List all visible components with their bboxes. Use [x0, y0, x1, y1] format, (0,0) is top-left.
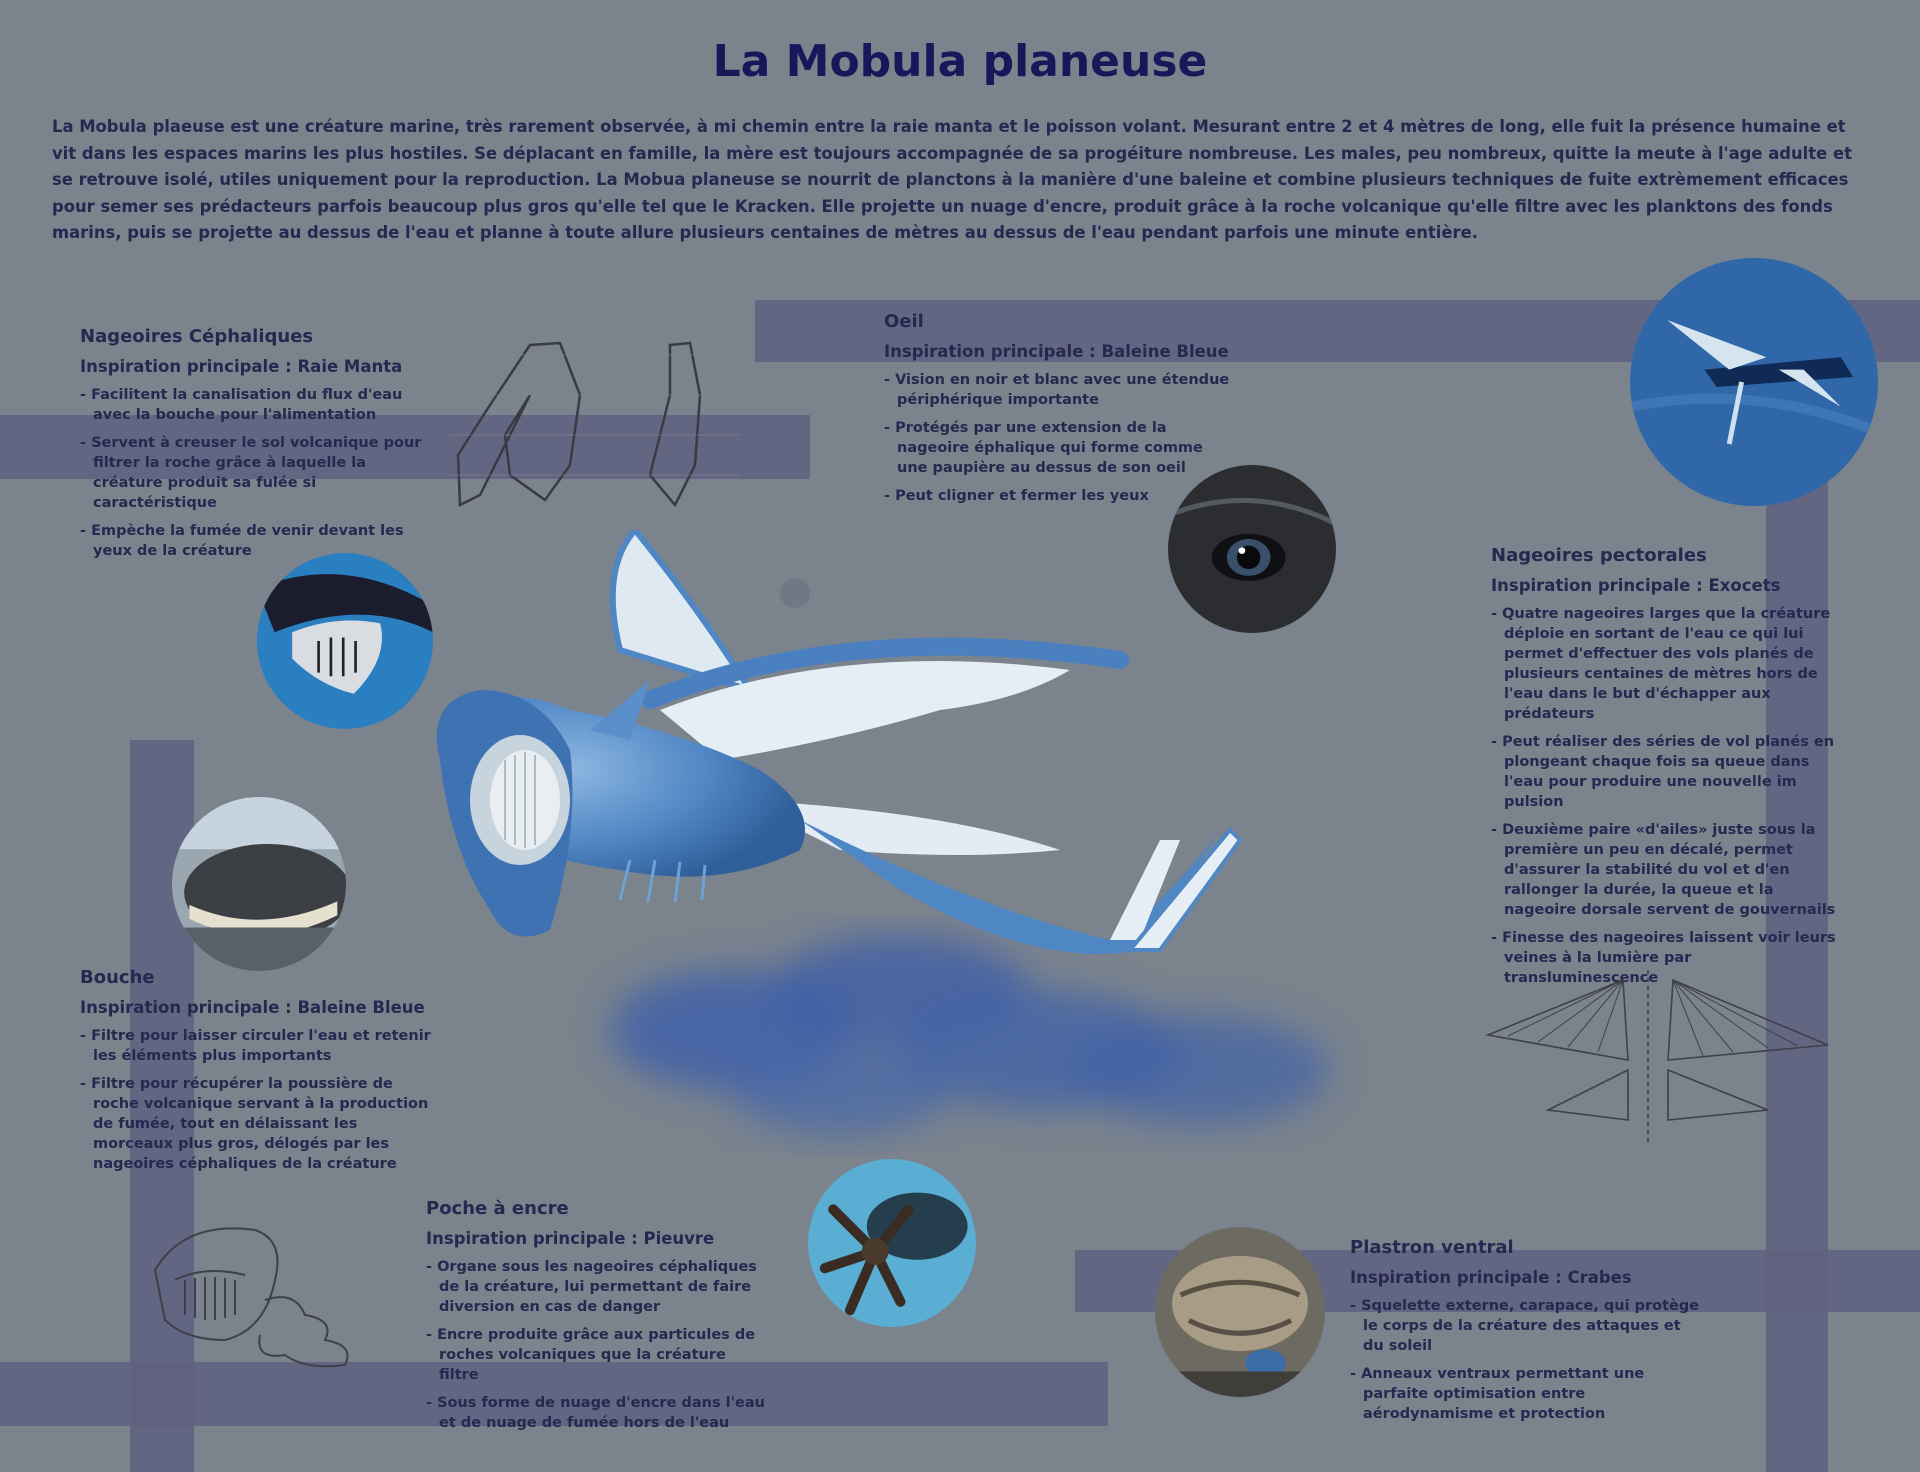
whale-mouth-photo [172, 797, 346, 971]
octopus-photo [808, 1159, 976, 1327]
section-cephaliques [80, 326, 430, 569]
section-inspiration: Inspiration principale : Exocets [1491, 576, 1781, 595]
section-list [426, 1257, 766, 1433]
list-item: - Encre produite grâce aux particules de roches volcaniques que la créature filtre [426, 1325, 766, 1385]
intro-paragraph: La Mobula plaeuse est une créature marine, très rarement observée, à mi chemin entre la raie manta et le poisson volant. Mesurant entre 2 et 4 mètres de long, elle fuit la présence humaine et vit dans les espaces marins les plus hostiles. Se déplacant en famille, la mère est toujours accompagnée de sa progéiture nombreuse. Les males, peu nombreux, quitte la meute à l'age adulte et se retrouve isolé, utiles uniquement pour la reproduction. La Mobua planeuse se nourrit de planctons à la manière d'une baleine et combine plusieurs techniques de fuite extrèmement efficaces pour semer ses prédacteurs parfois beaucoup plus gros qu'elle tel que le Kracken. Elle projette un nuage d'encre, produit grâce à la roche volcanique qu'elle filtre avec les planktons des fonds marins, puis se projette au dessus de l'eau et planne à toute allure plusieurs centaines de mètres au dessus de l'eau pendant parfois une minute entière. [52, 117, 1852, 242]
section-inspiration: Inspiration principale : Crabes [1350, 1268, 1632, 1287]
list-item: - Facilitent la canalisation du flux d'eau avec la bouche pour l'alimentation [80, 385, 430, 425]
list-item: - Peut cligner et fermer les yeux [884, 486, 1236, 506]
list-item: - Servent à creuser le sol volcanique pour filtrer la roche grâce à laquelle la créature produit sa fulée si caractéristique [80, 433, 430, 513]
list-item: - Empèche la fumée de venir devant les yeux de la créature [80, 521, 430, 561]
list-item: - Squelette externe, carapace, qui protège le corps de la créature des attaques et du soleil [1350, 1296, 1700, 1356]
section-list [884, 370, 1236, 506]
list-item: - Vision en noir et blanc avec une étendue périphérique importante [884, 370, 1236, 410]
list-item: - Quatre nageoires larges que la créature déploie en sortant de l'eau ce qui lui permet d'effectuer des vols planés de plusieurs centaines de mètres hors de l'eau dans le but d'échapper aux prédateurs [1491, 604, 1847, 724]
bubble-dot [780, 578, 810, 608]
section-plastron [1350, 1237, 1700, 1432]
section-list [80, 1026, 436, 1174]
section-heading: Plastron ventral [1350, 1237, 1514, 1258]
section-bouche [80, 967, 436, 1182]
mouth-sketch [145, 1220, 375, 1380]
section-inspiration: Inspiration principale : Baleine Bleue [884, 342, 1229, 361]
section-heading: Oeil [884, 311, 924, 332]
section-pectorales [1491, 545, 1847, 996]
section-heading: Nageoires pectorales [1491, 545, 1707, 566]
list-item: - Filtre pour laisser circuler l'eau et retenir les éléments plus importants [80, 1026, 436, 1066]
manta-ray-photo [257, 553, 433, 729]
list-item: - Deuxième paire «d'ailes» juste sous la première un peu en décalé, permet d'assurer la stabilité du vol et d'en rallonger la durée, la queue et la nageoire dorsale servent de gouvernails [1491, 820, 1847, 920]
list-item: - Filtre pour récupérer la poussière de roche volcanique servant à la production de fumée, tout en délaissant les morceaux plus gros, délogés par les nageoires céphaliques de la créature [80, 1074, 436, 1174]
section-heading: Nageoires Céphaliques [80, 326, 314, 347]
list-item: - Peut réaliser des séries de vol planés en plongeant chaque fois sa queue dans l'eau pour produire une nouvelle im pulsion [1491, 732, 1847, 812]
mobula-creature-illustration [420, 530, 1420, 1170]
section-oeil [884, 311, 1236, 514]
section-inspiration: Inspiration principale : Pieuvre [426, 1229, 715, 1248]
list-item: - Anneaux ventraux permettant une parfaite optimisation entre aérodynamisme et protection [1350, 1364, 1700, 1424]
section-inspiration: Inspiration principale : Baleine Bleue [80, 998, 425, 1017]
section-heading: Poche à encre [426, 1198, 569, 1219]
crab-photo [1155, 1227, 1325, 1397]
section-list [1491, 604, 1847, 988]
section-inspiration: Inspiration principale : Raie Manta [80, 357, 403, 376]
ink-cloud [610, 935, 1330, 1135]
pectoral-wings-sketch [1478, 970, 1838, 1150]
list-item: - Finesse des nageoires laissent voir leurs veines à la lumière par transluminescence [1491, 928, 1847, 988]
cephalic-fins-sketch [450, 335, 740, 515]
page-title: La Mobula planeuse [712, 36, 1208, 87]
section-list [1350, 1296, 1700, 1424]
list-item: - Protégés par une extension de la nageoire éphalique qui forme comme une paupière au dessus de son oeil [884, 418, 1236, 478]
section-poche [426, 1198, 766, 1441]
list-item: - Sous forme de nuage d'encre dans l'eau et de nuage de fumée hors de l'eau [426, 1393, 766, 1433]
section-heading: Bouche [80, 967, 155, 988]
flying-fish-photo [1630, 258, 1878, 506]
section-list [80, 385, 430, 561]
list-item: - Organe sous les nageoires céphaliques de la créature, lui permettant de faire diversion en cas de danger [426, 1257, 766, 1317]
